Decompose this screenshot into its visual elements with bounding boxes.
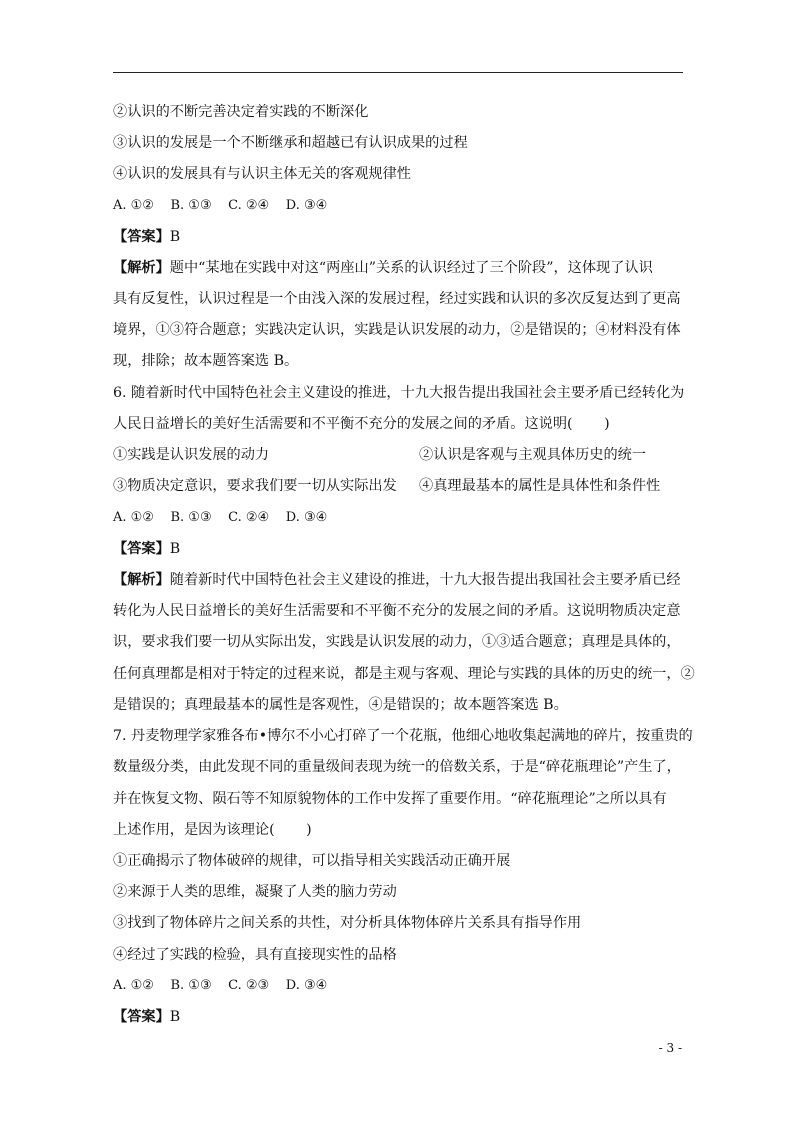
analysis-label: 【解析】: [113, 260, 170, 276]
q7-statement-2: ②来源于人类的思维，凝聚了人类的脑力劳动: [113, 884, 397, 900]
q7-statement-1: ①正确揭示了物体破碎的规律，可以指导相关实践活动正确开展: [113, 853, 511, 869]
q6-statement-3: ③物质决定意识，要求我们要一切从实际出发: [113, 478, 397, 494]
q6-stem-line-2: 人民日益增长的美好生活需要和不平衡不充分的发展之间的矛盾。这说明( ): [113, 416, 610, 432]
q7-statement-3: ③找到了物体碎片之间关系的共性，对分析具体物体碎片关系具有指导作用: [113, 915, 582, 931]
q7-options: A. ①② B. ①③ C. ②③ D. ③④: [113, 978, 328, 993]
header-rule: [113, 72, 683, 73]
q5-statement-2: ②认识的不断完善决定着实践的不断深化: [113, 104, 369, 120]
page-number: - 3 -: [658, 1041, 682, 1055]
q7-statement-4: ④经过了实践的检验，具有直接现实性的品格: [113, 947, 397, 963]
q6-analysis-line-5: 是错误的；真理最基本的属性是客观性，④是错误的；故本题答案选 B。: [113, 697, 568, 713]
q7-stem-line-2: 数量级分类，由此发现不同的重量级间表现为统一的倍数关系，于是“碎花瓶理论”产生了，: [113, 759, 681, 775]
q5-analysis-line-1: [113, 259, 653, 277]
q5-options: A. ①② B. ①③ C. ②④ D. ③④: [113, 198, 328, 213]
analysis-text: 题中“某地在实践中对这“两座山”关系的认识经过了三个阶段”，这体现了认识: [169, 260, 653, 276]
q6-analysis-line-1: [113, 571, 681, 589]
q5-statement-3: ③认识的发展是一个不断继承和超越已有认识成果的过程: [113, 135, 468, 151]
q5-analysis-line-4: 现，排除；故本题答案选 B。: [113, 353, 299, 369]
q5-analysis-line-2: 具有反复性，认识过程是一个由浅入深的发展过程，经过实践和认识的多次反复达到了更高: [113, 291, 681, 307]
q6-options: A. ①② B. ①③ C. ②④ D. ③④: [113, 510, 328, 525]
answer-value: B: [169, 1009, 181, 1025]
q6-statement-2: ②认识是客观与主观具体历史的统一: [419, 447, 647, 463]
q7-stem-line-1: 7. 丹麦物理学家雅各布•博尔不小心打碎了一个花瓶，他细心地收集起满地的碎片，按重贵的: [113, 728, 693, 744]
q6-statement-1: ①实践是认识发展的动力: [113, 447, 270, 463]
answer-value: B: [169, 229, 181, 245]
q6-analysis-line-4: 任何真理都是相对于特定的过程来说，都是主观与客观、理论与实践的具体的历史的统一，②: [113, 666, 695, 682]
q5-analysis-line-3: 境界，①③符合题意；实践决定认识，实践是认识发展的动力，②是错误的；④材料没有体: [113, 322, 681, 338]
analysis-text: 随着新时代中国特色社会主义建设的推进，十九大报告提出我国社会主要矛盾已经: [169, 572, 681, 588]
q6-statement-4: ④真理最基本的属性是具体性和条件性: [419, 478, 661, 494]
answer-label: 【答案】: [113, 229, 170, 245]
analysis-label: 【解析】: [113, 572, 170, 588]
answer-value: B: [169, 541, 181, 557]
q7-answer: [113, 1008, 180, 1026]
q5-statement-4: ④认识的发展具有与认识主体无关的客观规律性: [113, 166, 411, 182]
q6-analysis-line-3: 识，要求我们要一切从实际出发，实践是认识发展的动力，①③适合题意；真理是具体的，: [113, 634, 681, 650]
q5-answer: [113, 228, 180, 246]
answer-label: 【答案】: [113, 541, 170, 557]
q6-analysis-line-2: 转化为人民日益增长的美好生活需要和不平衡不充分的发展之间的矛盾。这说明物质决定意: [113, 603, 681, 619]
q7-stem-line-4: 上述作用，是因为该理论( ): [113, 822, 312, 838]
q7-stem-line-3: 并在恢复文物、陨石等不知原貌物体的工作中发挥了重要作用。“碎花瓶理论”之所以具有: [113, 791, 667, 807]
answer-label: 【答案】: [113, 1009, 170, 1025]
q6-answer: [113, 540, 180, 558]
q6-stem-line-1: 6. 随着新时代中国特色社会主义建设的推进，十九大报告提出我国社会主要矛盾已经转化为: [113, 385, 685, 401]
